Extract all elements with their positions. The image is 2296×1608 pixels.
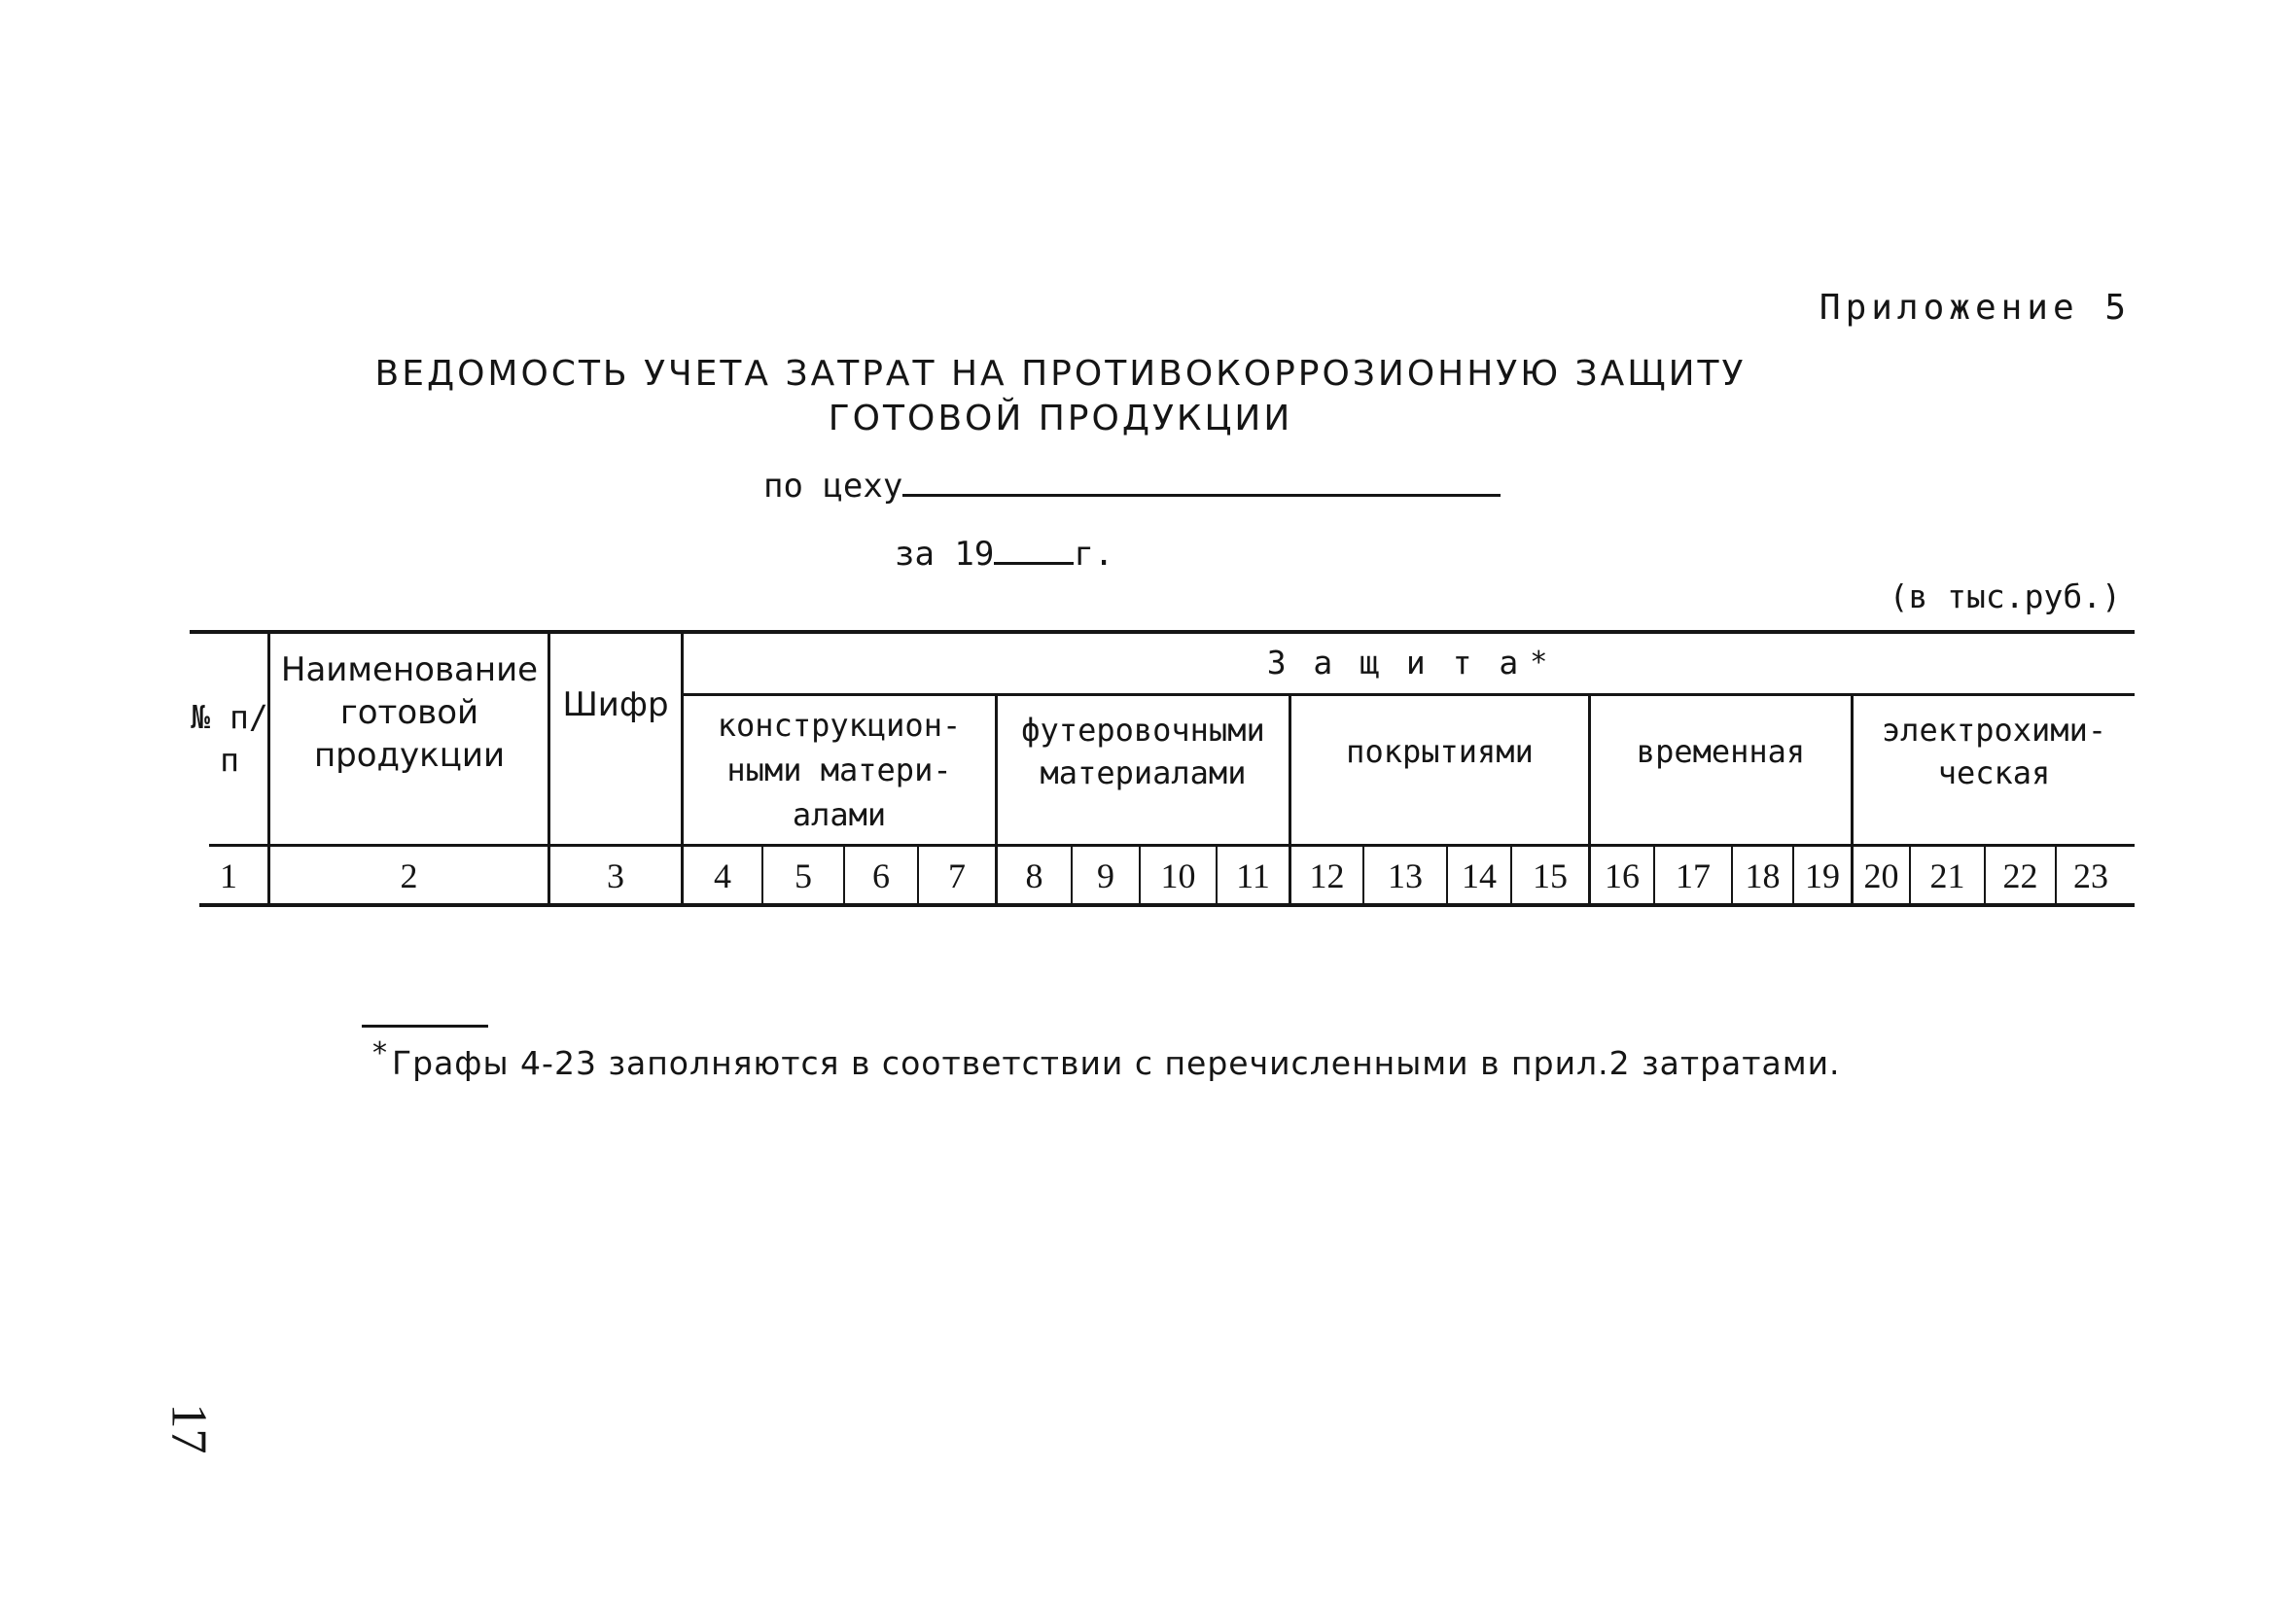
col-num-19: 19: [1805, 856, 1840, 895]
header-protection-label: З а щ и т а: [1266, 644, 1523, 682]
col-num-9: 9: [1097, 856, 1114, 895]
col-num-21: 21: [1929, 856, 1965, 895]
col-num-4: 4: [714, 856, 731, 895]
year-suffix: г.: [1074, 535, 1114, 574]
workshop-label: по цеху: [763, 467, 903, 506]
document-title-line1: ВЕДОМОСТЬ УЧЕТА ЗАТРАТ НА ПРОТИВОКОРРОЗИОННУЮ ЗАЩИТУ: [374, 354, 1747, 394]
col-num-18: 18: [1745, 856, 1781, 895]
col-num-14: 14: [1462, 856, 1497, 895]
col-num-2: 2: [400, 856, 418, 895]
col-num-11: 11: [1236, 856, 1270, 895]
subheader-lining-materials: футеровочными материалами: [1021, 712, 1265, 791]
page-number: 17: [160, 1403, 217, 1454]
col-num-13: 13: [1388, 856, 1423, 895]
col-num-15: 15: [1533, 856, 1568, 895]
col-num-12: 12: [1309, 856, 1345, 895]
workshop-blank-line: [902, 465, 1501, 497]
col-num-20: 20: [1863, 856, 1899, 895]
col-num-10: 10: [1160, 856, 1196, 895]
footnote-text: Графы 4-23 заполняются в соответствии с перечисленными в прил.2 затратами.: [392, 1044, 1841, 1082]
document-title-line2: ГОТОВОЙ ПРОДУКЦИИ: [828, 399, 1293, 438]
col-num-3: 3: [607, 856, 624, 895]
footnote-star: *: [372, 1036, 388, 1070]
year-prefix: за 19: [895, 535, 995, 574]
col-num-22: 22: [2002, 856, 2038, 895]
group-header-rule: [681, 693, 2135, 696]
header-bottom-rule: [209, 844, 2135, 847]
header-product-name: Наименование готовой продукции: [280, 650, 539, 775]
appendix-label: Приложение 5: [1819, 288, 2131, 328]
subheader-coatings: покрытиями: [1346, 733, 1534, 770]
header-row-number: № п/п: [191, 698, 268, 779]
workshop-field: [763, 465, 1501, 506]
col-num-5: 5: [795, 856, 812, 895]
year-blank-line: [994, 533, 1074, 565]
col-num-6: 6: [872, 856, 890, 895]
subheader-temporary: временная: [1636, 733, 1806, 770]
header-code: Шифр: [562, 685, 669, 724]
units-label: (в тыс.руб.): [1889, 577, 2121, 615]
year-field: [895, 533, 1113, 574]
col-num-16: 16: [1605, 856, 1640, 895]
subheader-structural-materials: конструкцион-ными матери-алами: [717, 707, 962, 833]
footnote-rule: [362, 1025, 488, 1028]
footnote: [372, 1036, 1841, 1082]
subheader-electrochemical: электрохими-ческая: [1881, 712, 2107, 791]
col-num-23: 23: [2073, 856, 2108, 895]
header-protection-star: *: [1530, 646, 1552, 680]
header-protection: [684, 634, 2135, 692]
col-num-7: 7: [948, 856, 966, 895]
col-num-8: 8: [1025, 856, 1043, 895]
cost-table: [190, 622, 2135, 914]
col-num-17: 17: [1676, 856, 1711, 895]
col-num-1: 1: [220, 856, 237, 895]
